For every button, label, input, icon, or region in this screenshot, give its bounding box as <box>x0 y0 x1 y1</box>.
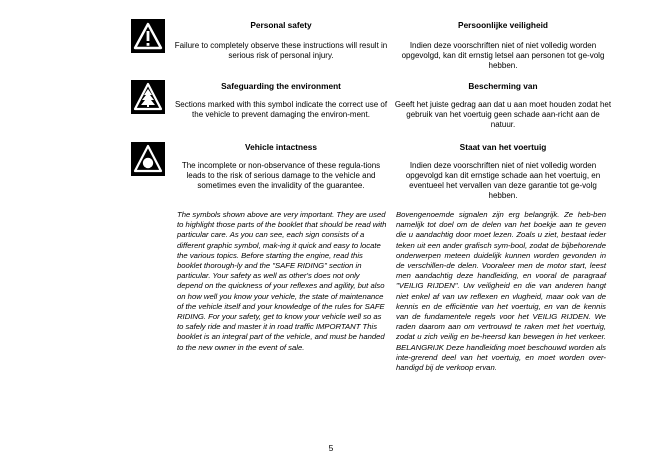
personal-safety-text: Failure to completely observe these instructions will result in serious risk of personal injury. <box>174 41 388 60</box>
environment-text: Sections marked with this symbol indicate the correct use of the vehicle to prevent damaging the environ-ment. <box>174 100 388 119</box>
page-number: 5 <box>328 443 334 453</box>
exclamation-warning-icon <box>131 19 165 53</box>
bescherming-title: Bescherming van <box>468 81 538 91</box>
vehicle-damage-warning-icon <box>131 142 165 176</box>
symbols-note-nl: Bovengenoemde signalen zijn erg belangrijk. Ze heb-ben namelijk tot doel om de delen van het boekje aan te geven die u aandachtig door moet lezen. Zoals u ziet, bestaat ieder teken uit een ander grafisch sym-bool, zodat de bijbehorende onderwerpen meteen duidelijk kunnen worden gevonden in de verschillen-de delen. Vooraleer men de motor start, leest men aandachtig deze handleiding, en vooral de paragraaf "VEILIG RIJDEN". Uw veiligheid en die van anderen hangt niet enkel af van uw reflexen en vlugheid, maar ook van de kennis en de efficiëntie van het voertuig, en van de kennis van de fundamentele regels voor het VEILIG RIJDEN. We raden daarom aan om vertrouwd te raken met het voertuig, zodat u zich veilig en be-heersd kan bewegen in het verkeer. BELANGRIJK Deze handleiding moet beschouwd worden als inte-grerend deel van het voertuig, en moet worden over-handigd bij de verkoop ervan. <box>396 210 606 373</box>
staat-voertuig-text: Indien deze voorschriften niet of niet volledig worden opgevolgd kan dit ernstige schade aan het voertuig, en eventueel het vervallen van deze garantie tot ge-volg hebben. <box>405 161 601 200</box>
staat-voertuig-title: Staat van het voertuig <box>459 142 547 152</box>
symbols-note-en: The symbols shown above are very important. They are used to highlight those parts of the booklet that should be read with particular care. As you can see, each sign consists of a different graphic symbol, mak-ing it quick and easy to locate the various topics. Before starting the engine, read this booklet thorough-ly and the "SAFE RIDING" section in particular. Your safety as well as other's does not only depend on the quickness of your reflexes and agility, but also on how well you know your vehicle, the state of maintenance of the vehicle itself and your knowledge of the rules for SAFE RIDING. For your safety, get to know your vehicle well so as to safely ride and master it in road traffic IMPORTANT This booklet is an integral part of the vehicle, and must be handed to the new owner in the event of sale. <box>177 210 387 352</box>
vehicle-intactness-title: Vehicle intactness <box>245 142 317 152</box>
vehicle-intactness-text: The incomplete or non-observance of these regula-tions leads to the risk of serious damage to the vehicle and sometimes even the invalidity of the guarantee. <box>181 161 381 190</box>
bescherming-text: Geeft het juiste gedrag aan dat u aan moet houden zodat het gebruik van het voertuig geen schade aan-richt aan de natuur. <box>394 100 612 129</box>
tree-environment-icon <box>131 80 165 114</box>
environment-title: Safeguarding the environment <box>221 81 341 91</box>
persoonlijke-veiligheid-title: Persoonlijke veiligheid <box>458 20 548 30</box>
personal-safety-title: Personal safety <box>250 20 312 30</box>
persoonlijke-veiligheid-text: Indien deze voorschriften niet of niet volledig worden opgevolgd, kan dit ernstig letsel aan personen tot ge-volg hebben. <box>401 41 605 70</box>
